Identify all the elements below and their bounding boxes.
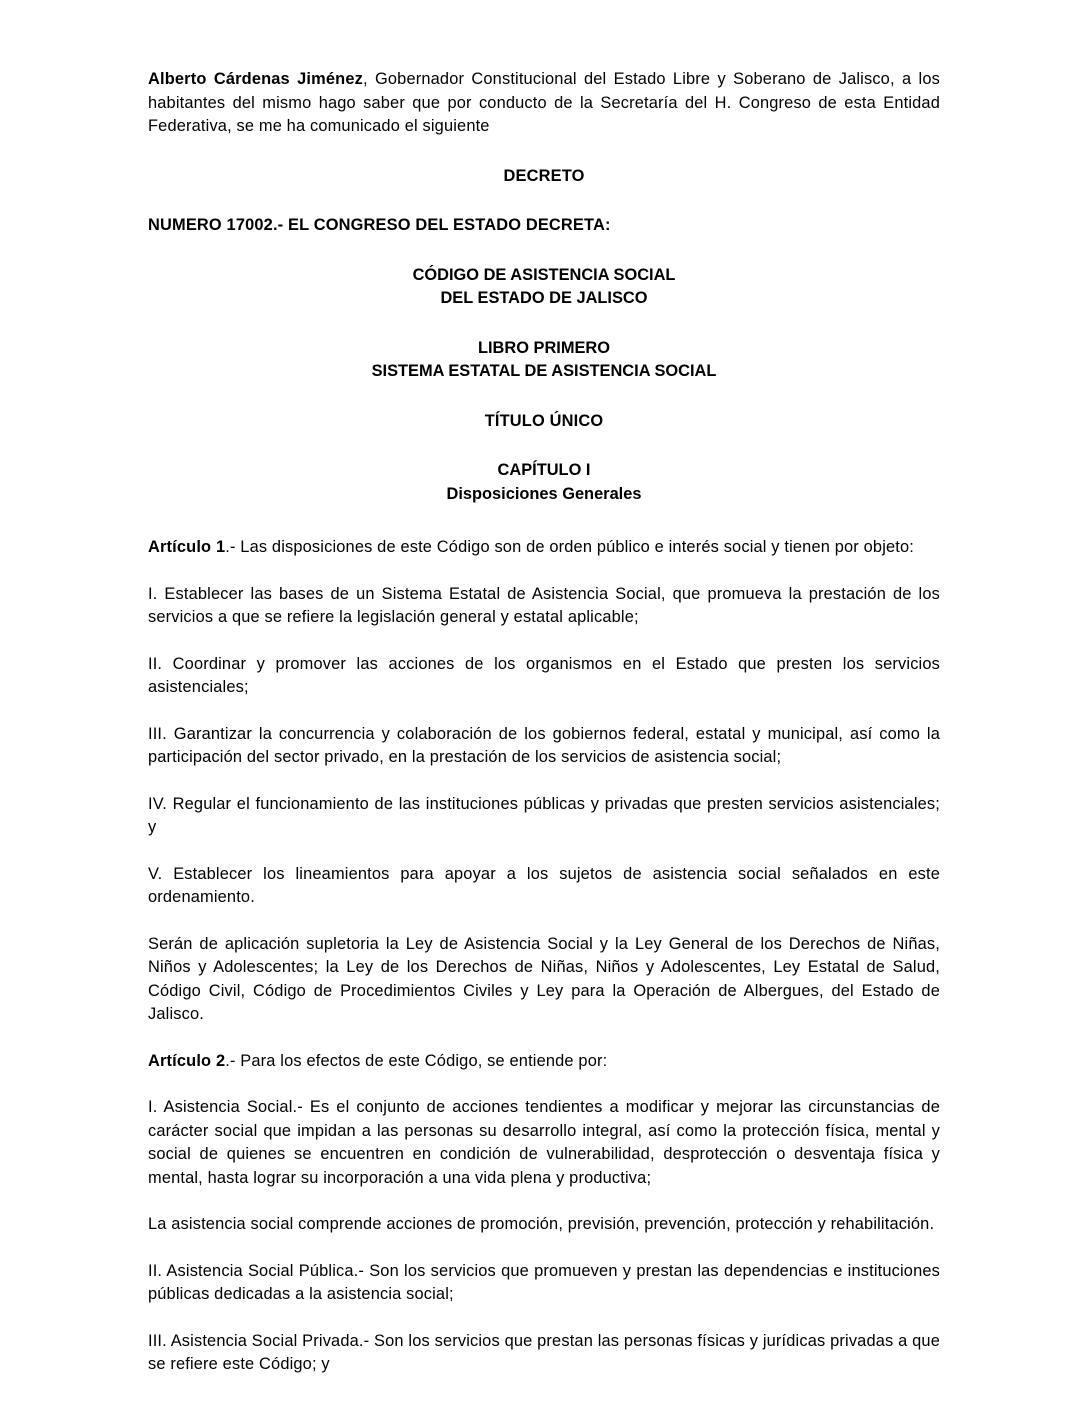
preamble-paragraph (148, 68, 940, 139)
articulo-2-intro-text: .- Para los efectos de este Código, se entiende por: (225, 1051, 608, 1070)
articulo-2-fraccion-iii: III. Asistencia Social Privada.- Son los servicios que prestan las personas físicas y jurídicas privadas a que se refiere este Código; y (148, 1331, 940, 1373)
articulo-1-closing: Serán de aplicación supletoria la Ley de Asistencia Social y la Ley General de los Derechos de Niñas, Niños y Adolescentes; la Ley de los Derechos de Niñas, Niños y Adolescentes, Ley Estatal de Salud, Código Civil, Código de Procedimientos Civiles y Ley para la Operación de Albergues, del Estado de Jalisco. (148, 934, 940, 1023)
titulo-unico-heading: TÍTULO ÚNICO (484, 411, 604, 430)
preamble-text: , Gobernador Constitucional del Estado Libre y Soberano de Jalisco, a los habitantes del mismo hago saber que por conducto de la Secretaría del H. Congreso de esta Entidad Federativa, se me ha comunicado el siguiente (148, 70, 940, 135)
capitulo-heading-line-2: Disposiciones Generales (446, 484, 642, 503)
articulo-2-intro (148, 1050, 940, 1074)
articulo-1-fraccion-i: I. Establecer las bases de un Sistema Estatal de Asistencia Social, que promueva la prestación de los servicios a que se refiere la legislación general y estatal aplicable; (148, 584, 940, 626)
document-body (148, 68, 940, 1377)
articulo-1-fraccion-v: V. Establecer los lineamientos para apoyar a los sujetos de asistencia social señalados en este ordenamiento. (148, 864, 940, 906)
governor-name: Alberto Cárdenas Jiménez (148, 70, 363, 88)
articulo-1-fraccion-ii: II. Coordinar y promover las acciones de los organismos en el Estado que presten los servicios asistenciales; (148, 654, 940, 696)
articulo-2-fraccion-ii: II. Asistencia Social Pública.- Son los servicios que promueven y prestan las dependencias e instituciones públicas dedicadas a la asistencia social; (148, 1261, 940, 1303)
libro-heading-line-2: SISTEMA ESTATAL DE ASISTENCIA SOCIAL (371, 362, 717, 380)
articulo-2-label: Artículo 2 (148, 1051, 226, 1070)
libro-heading-line-1: LIBRO PRIMERO (477, 338, 611, 357)
code-title-line-2: DEL ESTADO DE JALISCO (440, 289, 648, 307)
articulo-1-label: Artículo 1 (148, 538, 226, 556)
libro-heading (148, 337, 940, 384)
articulo-1-intro-text: .- Las disposiciones de este Código son de orden público e interés social y tienen por objeto: (225, 538, 914, 556)
articulo-1-fraccion-iv: IV. Regular el funcionamiento de las instituciones públicas y privadas que presten servicios asistenciales; y (148, 794, 940, 836)
capitulo-heading-line-1: CAPÍTULO I (497, 461, 591, 479)
decreto-heading: DECRETO (503, 166, 585, 185)
articulo-2-fraccion-i: I. Asistencia Social.- Es el conjunto de acciones tendientes a modificar y mejorar las circunstancias de carácter social que impidan a las personas su desarrollo integral, así como la protección física, mental y social de quienes se encuentren en condición de vulnerabilidad, desprotección o desventaja física y mental, hasta lograr su incorporación a una vida plena y productiva; (148, 1098, 940, 1187)
articulo-1-fraccion-iii: III. Garantizar la concurrencia y colaboración de los gobiernos federal, estatal y municipal, así como la participación del sector privado, en la prestación de los servicios de asistencia social; (148, 724, 940, 766)
code-title-line-1: CÓDIGO DE ASISTENCIA SOCIAL (412, 265, 676, 284)
articulo-2-fraccion-i-continuation: La asistencia social comprende acciones de promoción, previsión, prevención, protección y rehabilitación. (148, 1215, 935, 1233)
code-title (148, 264, 940, 311)
articulo-1-intro (148, 536, 940, 560)
numero-heading: NUMERO 17002.- EL CONGRESO DEL ESTADO DECRETA: (148, 216, 611, 234)
capitulo-heading (148, 459, 940, 506)
